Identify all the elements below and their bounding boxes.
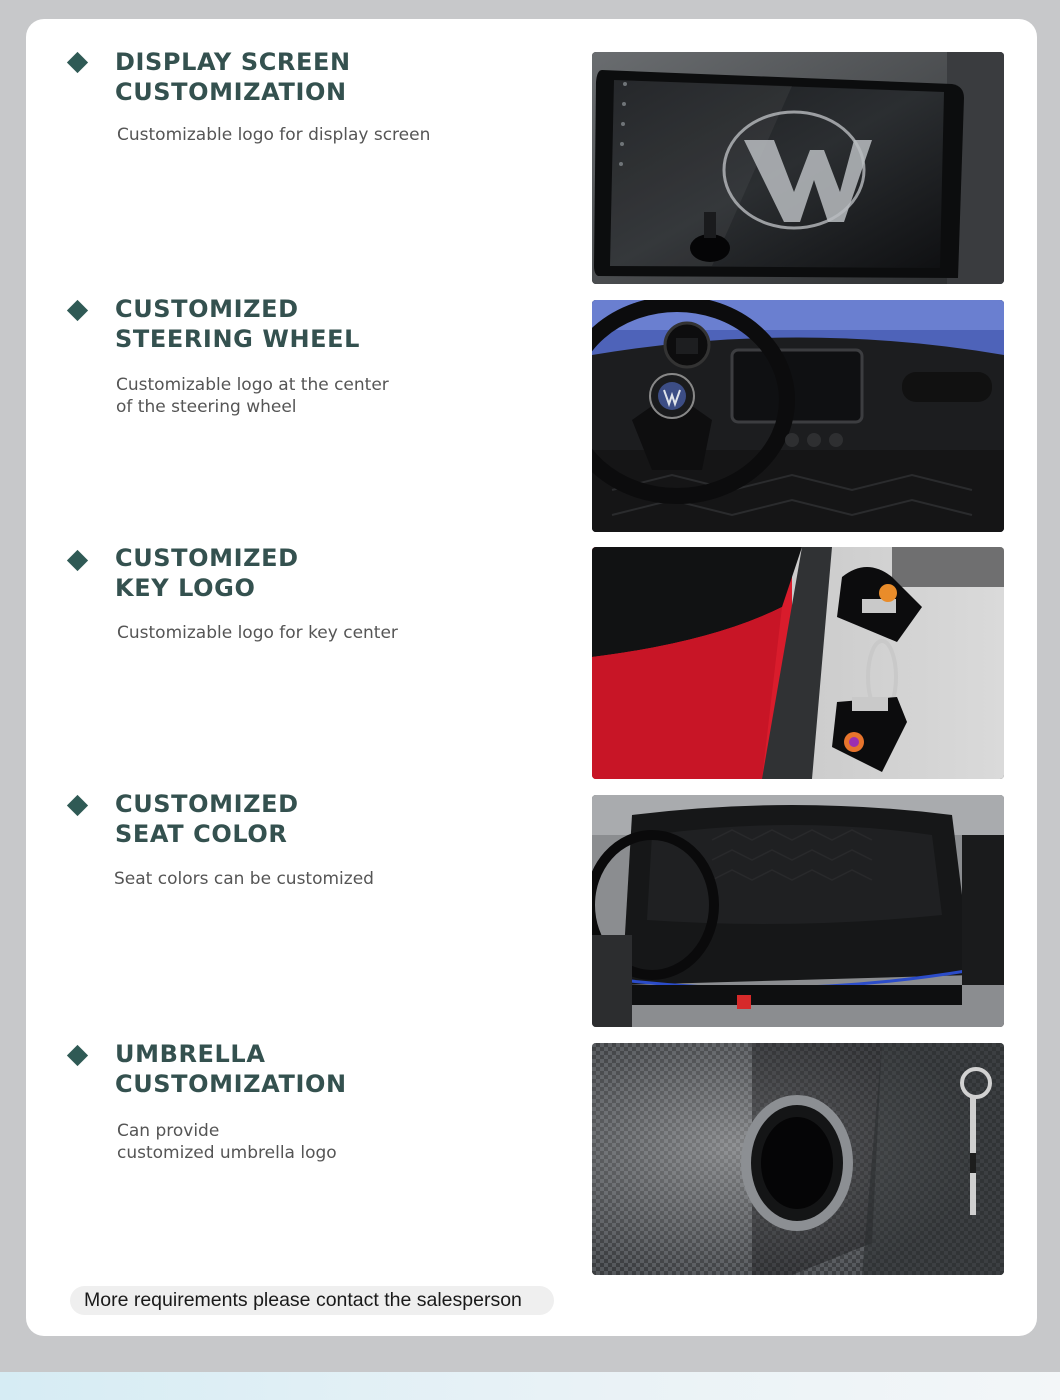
feature-title-line: KEY LOGO bbox=[115, 574, 256, 602]
diamond-bullet-icon bbox=[67, 795, 88, 816]
contact-salesperson-note: More requirements please contact the salesperson bbox=[70, 1286, 554, 1315]
feature-title bbox=[115, 47, 351, 107]
feature-description-line: Customizable logo at the center bbox=[116, 375, 389, 395]
feature-description bbox=[117, 1120, 337, 1164]
feature-description-line: Customizable logo for display screen bbox=[117, 125, 431, 145]
diamond-bullet-icon bbox=[67, 550, 88, 571]
diamond-bullet-icon bbox=[67, 52, 88, 73]
feature-title-line: CUSTOMIZED bbox=[115, 790, 299, 818]
feature-description-line: Seat colors can be customized bbox=[114, 869, 374, 889]
feature-card bbox=[26, 19, 1037, 1336]
feature-description bbox=[114, 868, 374, 890]
feature-title-line: CUSTOMIZED bbox=[115, 544, 299, 572]
feature-title-line: UMBRELLA bbox=[115, 1040, 266, 1068]
feature-title-line: SEAT COLOR bbox=[115, 820, 288, 848]
feature-title-line: CUSTOMIZED bbox=[115, 295, 299, 323]
display-screen-logo-photo bbox=[592, 52, 1004, 284]
seat-photo bbox=[592, 795, 1004, 1027]
feature-title bbox=[115, 543, 299, 603]
umbrella-holder-photo bbox=[592, 1043, 1004, 1275]
feature-description bbox=[117, 124, 430, 146]
feature-title-line: STEERING WHEEL bbox=[115, 325, 361, 353]
feature-description-line: Can provide bbox=[117, 1121, 220, 1141]
key-logo-photo bbox=[592, 547, 1004, 779]
feature-title-line: CUSTOMIZATION bbox=[115, 78, 347, 106]
steering-wheel-photo bbox=[592, 300, 1004, 532]
feature-description-line: customized umbrella logo bbox=[117, 1143, 337, 1163]
feature-title bbox=[115, 294, 360, 354]
diamond-bullet-icon bbox=[67, 300, 88, 321]
diamond-bullet-icon bbox=[67, 1045, 88, 1066]
feature-description bbox=[117, 622, 398, 644]
feature-description bbox=[116, 374, 389, 418]
feature-title bbox=[115, 1039, 347, 1099]
feature-description-line: of the steering wheel bbox=[116, 397, 297, 417]
bottom-gradient-strip bbox=[0, 1372, 1060, 1400]
feature-description-line: Customizable logo for key center bbox=[117, 623, 398, 643]
feature-title-line: CUSTOMIZATION bbox=[115, 1070, 347, 1098]
feature-title bbox=[115, 789, 299, 849]
feature-title-line: DISPLAY SCREEN bbox=[115, 48, 351, 76]
